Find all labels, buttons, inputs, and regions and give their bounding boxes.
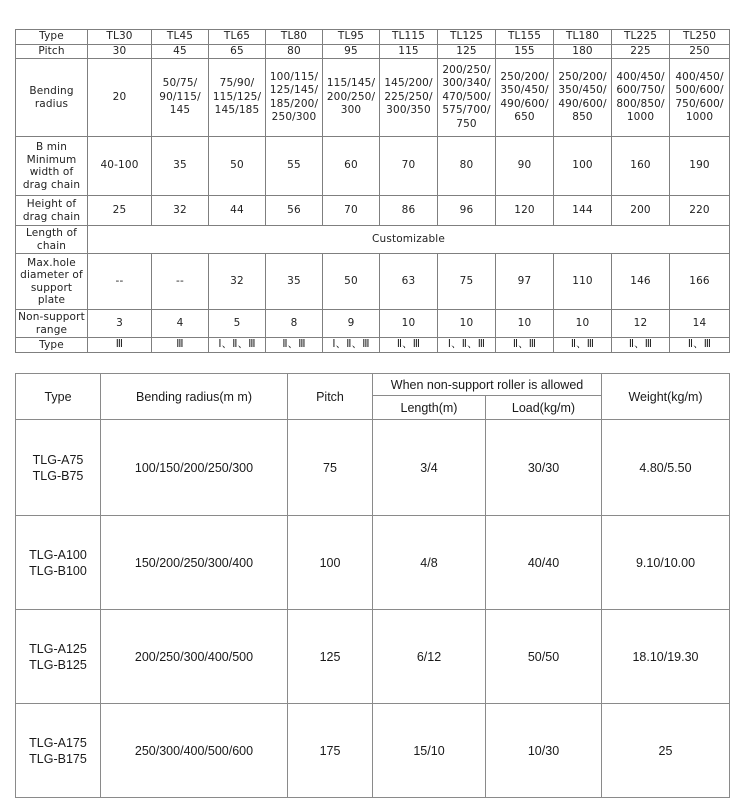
type_row-cell: Ⅱ、Ⅲ <box>670 338 730 353</box>
cell-line: chain <box>36 239 67 252</box>
cell-line: 575/700/ <box>442 104 491 117</box>
cell-line: support <box>30 281 73 294</box>
tlg-length-cell: 15/10 <box>373 704 486 798</box>
bending-radius-cell <box>496 59 554 137</box>
tlg-pitch-cell: 175 <box>288 704 373 798</box>
type_row-cell: Ⅰ、Ⅱ、Ⅲ <box>323 338 380 353</box>
tlg-row <box>16 610 730 704</box>
header-cell: TL125 <box>438 30 496 45</box>
cell-line: 145/185 <box>214 104 260 117</box>
hole-cell: 32 <box>209 254 266 310</box>
type_row-cell: Ⅲ <box>88 338 152 353</box>
cell-line: 90/115/ <box>159 90 201 103</box>
pitch-cell: 95 <box>323 44 380 59</box>
nonsupport-cell: 14 <box>670 310 730 338</box>
pitch-row <box>16 44 730 59</box>
cell-line: Non-support <box>18 311 85 323</box>
tlg-pitch-cell: 100 <box>288 516 373 610</box>
tlg-load-cell: 10/30 <box>486 704 602 798</box>
nonsupport-cell: 12 <box>612 310 670 338</box>
tlg-type-a: TLG-A175 <box>29 735 87 750</box>
cell-line: 850 <box>572 111 593 123</box>
tlg-type-a: TLG-A125 <box>29 641 87 656</box>
pitch-cell: 250 <box>670 44 730 59</box>
header-cell: TL45 <box>152 30 209 45</box>
bending-radius-cell <box>670 59 730 137</box>
height-cell: 44 <box>209 196 266 226</box>
cell-line: drag chain <box>22 178 81 191</box>
cell-line: 145 <box>169 104 191 117</box>
length-row <box>16 226 730 254</box>
cell-line: Minimum <box>26 153 77 166</box>
tlg-row <box>16 704 730 798</box>
drag-chain-spec-table <box>15 29 730 353</box>
tlg-length-cell: 3/4 <box>373 420 486 516</box>
cell-line: 250/200/ <box>500 70 549 83</box>
nonsupport-cell: 10 <box>380 310 438 338</box>
nonsupport-label <box>16 310 88 338</box>
cell-line: width of <box>29 166 74 178</box>
bending-radius-cell <box>554 59 612 137</box>
height-cell: 86 <box>380 196 438 226</box>
bending-radius-cell <box>612 59 670 137</box>
bmin-cell: 70 <box>380 137 438 196</box>
header-row <box>16 30 730 45</box>
cell-line: 115/125/ <box>212 90 262 103</box>
cell-line: 300/340/ <box>442 77 491 90</box>
tlg-header-row-1 <box>16 374 730 396</box>
cell-line: drag chain <box>22 210 81 223</box>
cell-line: 185/200/ <box>269 97 319 110</box>
bending-radius-cell <box>438 59 496 137</box>
header-cell: TL115 <box>380 30 438 45</box>
height-cell: 32 <box>152 196 209 226</box>
cell-line: 400/450/ <box>675 70 724 83</box>
bending-radius-cell <box>88 59 152 137</box>
bmin-cell: 60 <box>323 137 380 196</box>
tlg-type-cell <box>16 420 101 516</box>
nonsupport-cell: 3 <box>88 310 152 338</box>
length-value: Customizable <box>88 226 730 254</box>
tlg-row <box>16 420 730 516</box>
length-label <box>16 226 88 254</box>
height-row <box>16 196 730 226</box>
tlg-type-b: TLG-B75 <box>32 468 84 483</box>
tlg-load-cell: 50/50 <box>486 610 602 704</box>
cell-line: Max.hole <box>27 256 76 269</box>
hole-cell: 50 <box>323 254 380 310</box>
nonsupport-cell: 5 <box>209 310 266 338</box>
tlg-type-cell <box>16 704 101 798</box>
header-cell: TL180 <box>554 30 612 45</box>
hole-cell: 166 <box>670 254 730 310</box>
pitch-cell: 80 <box>266 44 323 59</box>
bmin-cell: 190 <box>670 137 730 196</box>
height-label <box>16 196 88 226</box>
pitch-cell: 225 <box>612 44 670 59</box>
nonsupport-cell: 10 <box>438 310 496 338</box>
header-cell: TL155 <box>496 30 554 45</box>
tlg-type-a: TLG-A100 <box>29 547 87 562</box>
tlg-bending-cell: 150/200/250/300/400 <box>101 516 288 610</box>
bmin-cell: 35 <box>152 137 209 196</box>
pitch-cell: 115 <box>380 44 438 59</box>
tlg-load-cell: 30/30 <box>486 420 602 516</box>
cell-line: 145/200/ <box>384 77 433 90</box>
hole-cell: 146 <box>612 254 670 310</box>
cell-line: 600/750/ <box>616 84 665 96</box>
tlg-weight-cell: 18.10/19.30 <box>602 610 730 704</box>
tlg-length-cell: 4/8 <box>373 516 486 610</box>
tlg-header-type: Type <box>16 374 101 420</box>
tlg-weight-cell: 4.80/5.50 <box>602 420 730 516</box>
nonsupport-cell: 8 <box>266 310 323 338</box>
cell-line: 250/300 <box>271 111 317 123</box>
nonsupport-cell: 10 <box>496 310 554 338</box>
type_row-cell: Ⅱ、Ⅲ <box>612 338 670 353</box>
cell-line: 250/200/ <box>558 70 607 83</box>
bmin-cell: 50 <box>209 137 266 196</box>
height-cell: 220 <box>670 196 730 226</box>
header-cell: TL30 <box>88 30 152 45</box>
hole-cell: 63 <box>380 254 438 310</box>
bmin-label <box>16 137 88 196</box>
cell-line: 750 <box>456 117 477 130</box>
cell-line: 350/450/ <box>500 84 549 96</box>
type_row-cell: Ⅱ、Ⅲ <box>266 338 323 353</box>
cell-line: 200/250/ <box>442 63 491 76</box>
cell-line: 400/450/ <box>616 70 665 83</box>
hole-label <box>16 254 88 310</box>
tlg-type-cell <box>16 516 101 610</box>
height-cell: 144 <box>554 196 612 226</box>
cell-line: plate <box>37 294 66 306</box>
hole-cell: -- <box>152 254 209 310</box>
type-row <box>16 338 730 353</box>
nonsupport-cell: 10 <box>554 310 612 338</box>
bmin-cell: 55 <box>266 137 323 196</box>
pitch-cell: 125 <box>438 44 496 59</box>
type_row-cell: Ⅱ、Ⅲ <box>496 338 554 353</box>
type_row-cell: Ⅰ、Ⅱ、Ⅲ <box>209 338 266 353</box>
tlg-weight-cell: 9.10/10.00 <box>602 516 730 610</box>
hole-cell: 110 <box>554 254 612 310</box>
cell-line: 500/600/ <box>675 84 724 96</box>
cell-line: Height of <box>26 198 77 210</box>
pitch-cell: 180 <box>554 44 612 59</box>
pitch-cell: 155 <box>496 44 554 59</box>
header-cell: TL95 <box>323 30 380 45</box>
tlg-table <box>15 373 730 798</box>
tlg-header-bending: Bending radius(m m) <box>101 374 288 420</box>
height-cell: 200 <box>612 196 670 226</box>
tlg-bending-cell: 250/300/400/500/600 <box>101 704 288 798</box>
cell-line: range <box>35 323 68 336</box>
cell-line: 115/145/ <box>326 77 376 90</box>
bending-radius-cell <box>209 59 266 137</box>
type_row-cell: Ⅰ、Ⅱ、Ⅲ <box>438 338 496 353</box>
cell-line: 20 <box>112 90 127 103</box>
bending-radius-cell <box>152 59 209 137</box>
bending-radius-label: Bending radius <box>16 59 88 137</box>
cell-line: 1000 <box>685 111 714 123</box>
tlg-bending-cell: 200/250/300/400/500 <box>101 610 288 704</box>
bending-radius-cell <box>323 59 380 137</box>
pitch-cell: 30 <box>88 44 152 59</box>
bending-radius-row <box>16 59 730 137</box>
header-cell: TL225 <box>612 30 670 45</box>
type_row-cell: Ⅲ <box>152 338 209 353</box>
tlg-length-cell: 6/12 <box>373 610 486 704</box>
pitch-cell: 65 <box>209 44 266 59</box>
tlg-header-weight: Weight(kg/m) <box>602 374 730 420</box>
bending-radius-cell <box>266 59 323 137</box>
bmin-cell: 160 <box>612 137 670 196</box>
cell-line: 350/450/ <box>558 84 607 96</box>
tlg-header-group: When non-support roller is allowed <box>373 374 602 396</box>
tlg-weight-cell: 25 <box>602 704 730 798</box>
cell-line: Length of <box>25 227 78 239</box>
bmin-row <box>16 137 730 196</box>
tlg-type-b: TLG-B175 <box>29 751 87 766</box>
bending-radius-cell <box>380 59 438 137</box>
height-cell: 70 <box>323 196 380 226</box>
cell-line: 1000 <box>626 111 655 123</box>
cell-line: 470/500/ <box>442 90 491 103</box>
tlg-header-length: Length(m) <box>373 396 486 420</box>
cell-line: 490/600/ <box>500 97 549 110</box>
type_row-cell: Ⅱ、Ⅲ <box>380 338 438 353</box>
type_row-cell: Ⅱ、Ⅲ <box>554 338 612 353</box>
cell-line: 750/600/ <box>675 97 724 110</box>
height-cell: 56 <box>266 196 323 226</box>
hole-cell: 35 <box>266 254 323 310</box>
bmin-cell: 40-100 <box>88 137 152 196</box>
bmin-cell: 90 <box>496 137 554 196</box>
header-cell: TL250 <box>670 30 730 45</box>
nonsupport-cell: 9 <box>323 310 380 338</box>
non-support-row <box>16 310 730 338</box>
tlg-row <box>16 516 730 610</box>
max-hole-row <box>16 254 730 310</box>
cell-line: 300 <box>340 104 362 117</box>
pitch-cell: Pitch <box>16 44 88 59</box>
tlg-pitch-cell: 75 <box>288 420 373 516</box>
hole-cell: 75 <box>438 254 496 310</box>
pitch-cell: 45 <box>152 44 209 59</box>
cell-line: 800/850/ <box>616 97 665 110</box>
tlg-header-load: Load(kg/m) <box>486 396 602 420</box>
cell-line: 225/250/ <box>384 90 433 103</box>
cell-line: 75/90/ <box>219 77 255 90</box>
header-cell: Type <box>16 30 88 45</box>
tlg-header-pitch: Pitch <box>288 374 373 420</box>
bmin-cell: 80 <box>438 137 496 196</box>
height-cell: 120 <box>496 196 554 226</box>
height-cell: 25 <box>88 196 152 226</box>
cell-line: B min <box>35 141 68 153</box>
header-cell: TL80 <box>266 30 323 45</box>
cell-line: 200/250/ <box>326 90 376 103</box>
cell-line: 125/145/ <box>269 84 319 96</box>
height-cell: 96 <box>438 196 496 226</box>
cell-line: 300/350 <box>386 104 431 117</box>
tlg-type-b: TLG-B125 <box>29 657 87 672</box>
tlg-pitch-cell: 125 <box>288 610 373 704</box>
tlg-type-b: TLG-B100 <box>29 563 87 578</box>
tlg-load-cell: 40/40 <box>486 516 602 610</box>
bmin-cell: 100 <box>554 137 612 196</box>
cell-line: diameter of <box>20 269 83 281</box>
nonsupport-cell: 4 <box>152 310 209 338</box>
hole-cell: -- <box>88 254 152 310</box>
tlg-bending-cell: 100/150/200/250/300 <box>101 420 288 516</box>
tlg-type-cell <box>16 610 101 704</box>
cell-line: 50/75/ <box>162 77 198 90</box>
hole-cell: 97 <box>496 254 554 310</box>
cell-line: 650 <box>514 111 535 123</box>
cell-line: 490/600/ <box>558 97 607 110</box>
header-cell: TL65 <box>209 30 266 45</box>
type_row-label: Type <box>16 338 88 353</box>
tlg-type-a: TLG-A75 <box>32 452 84 467</box>
cell-line: 100/115/ <box>269 70 319 83</box>
